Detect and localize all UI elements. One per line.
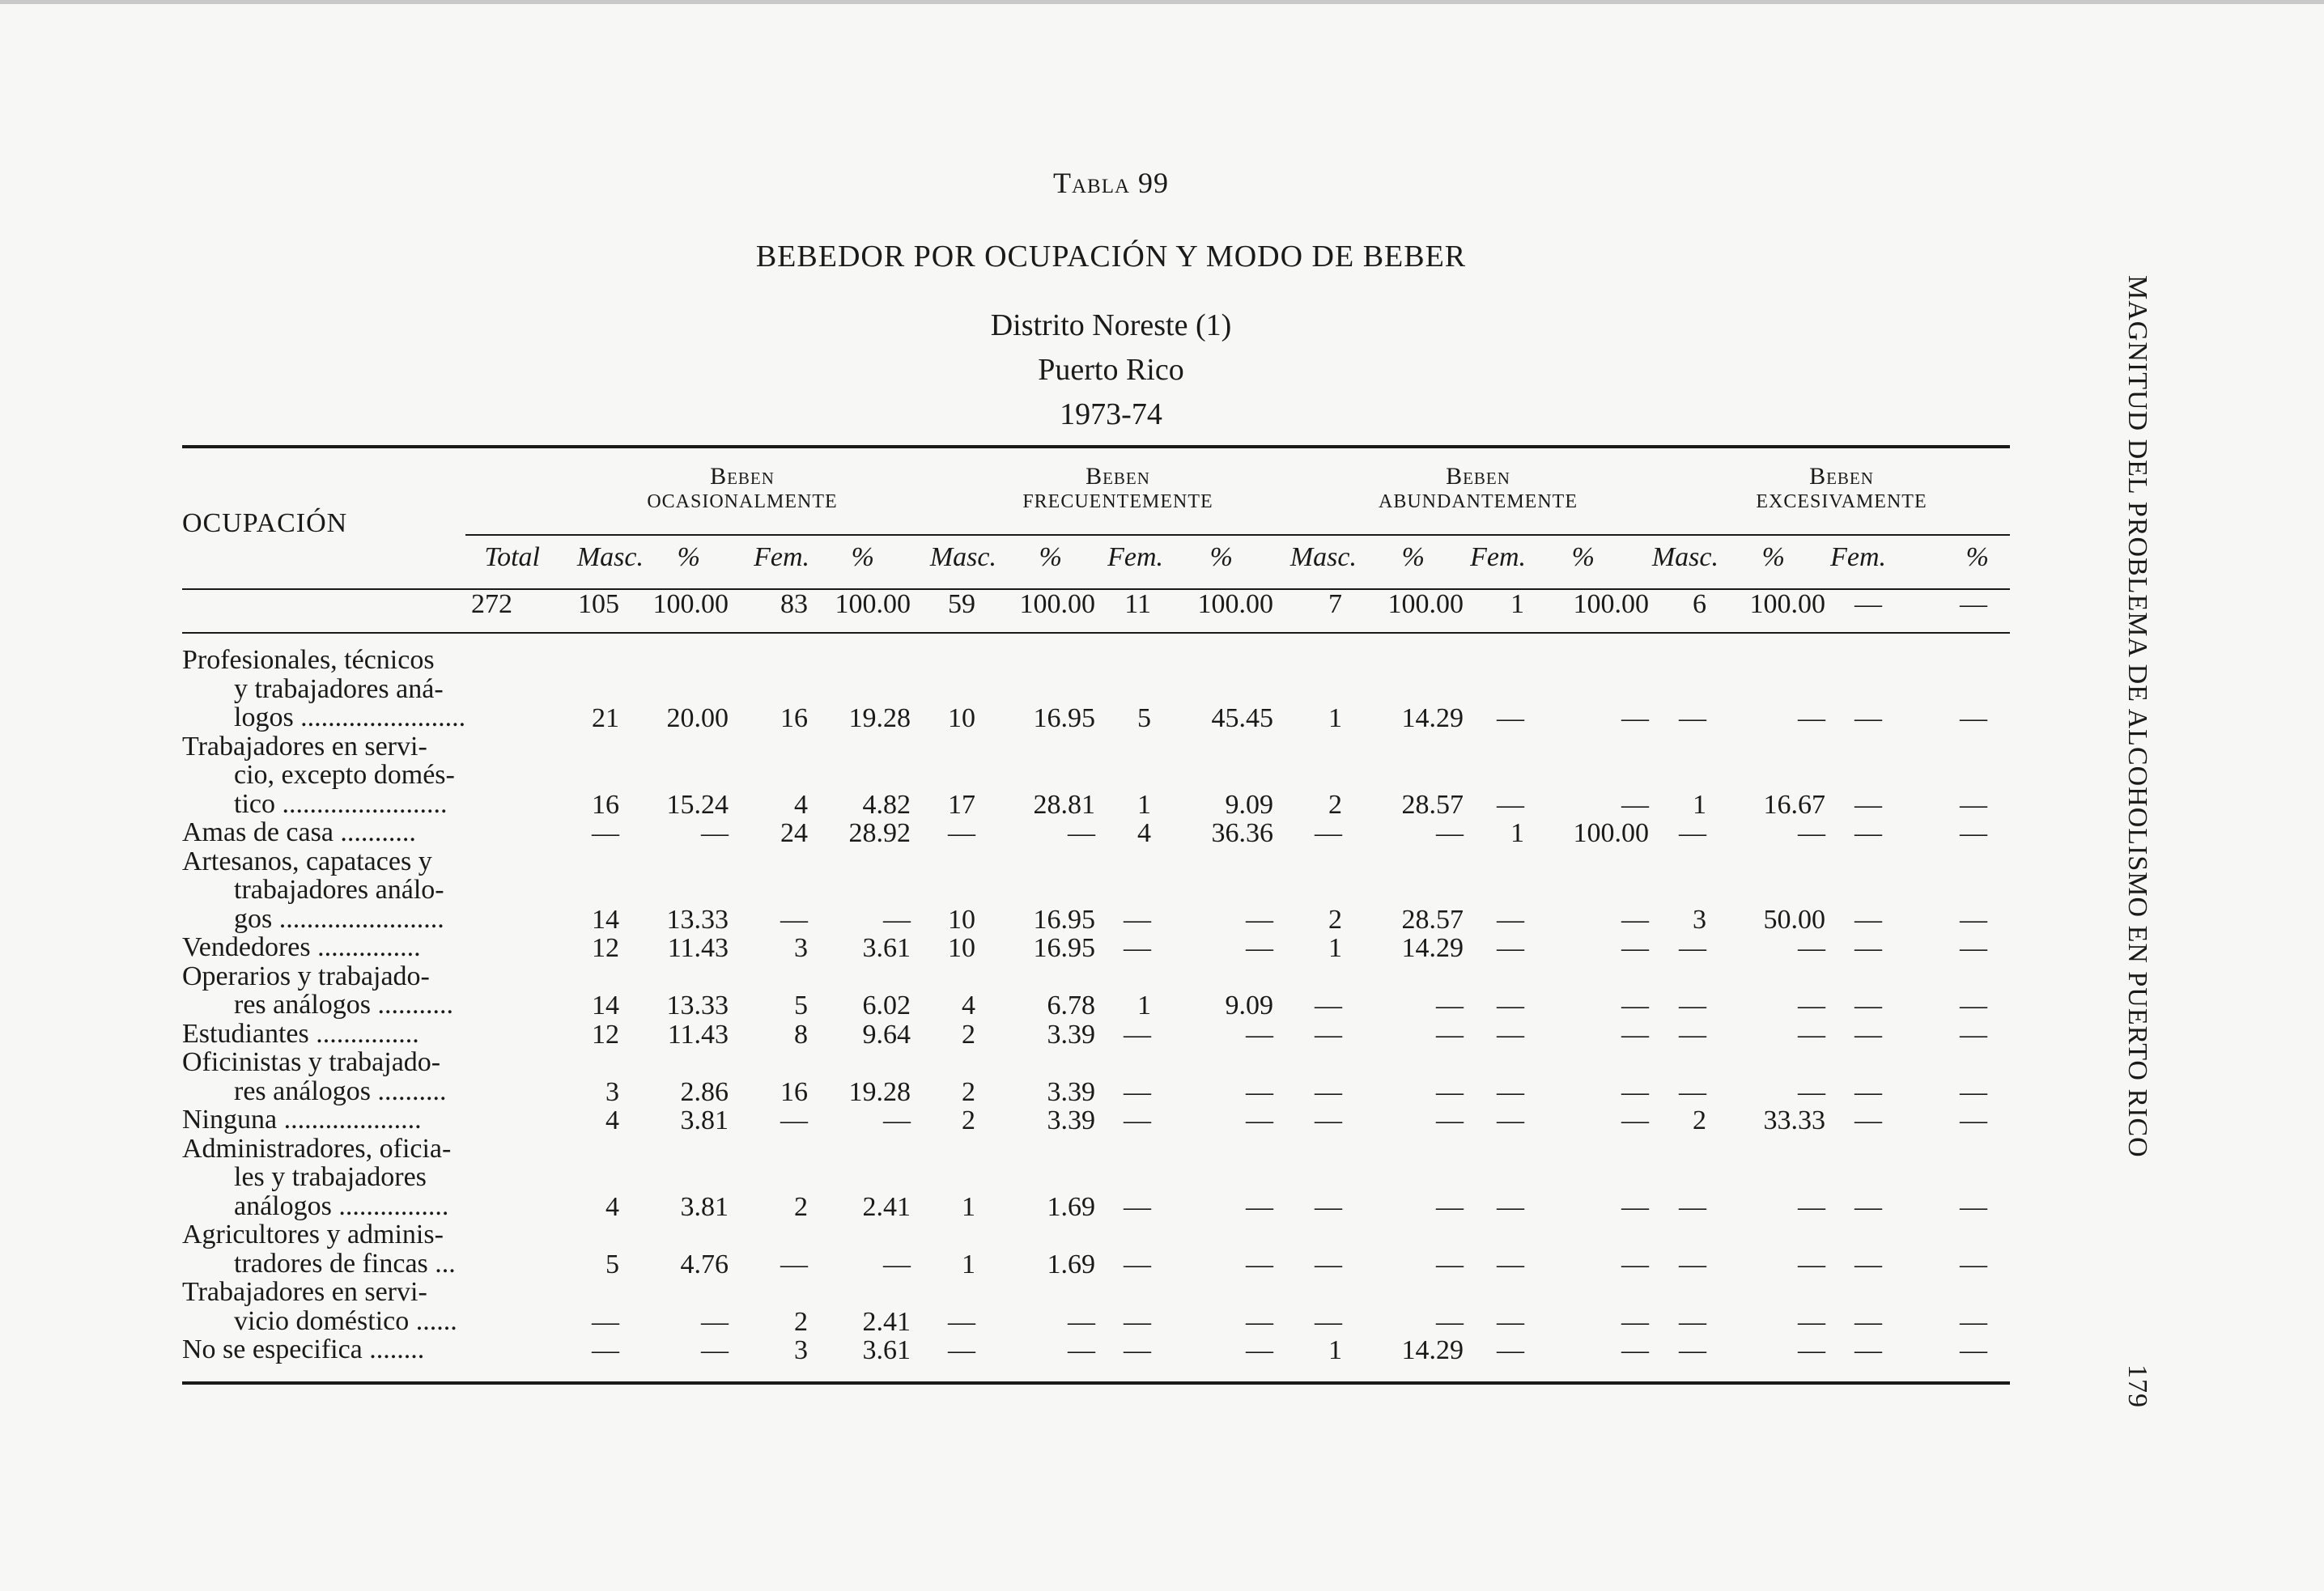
table-cell: — (1855, 1105, 1882, 1135)
table-cell: 1 (1328, 703, 1342, 733)
occupation-label-line: res análogos ........... (234, 990, 454, 1020)
table-cell: — (1124, 1105, 1151, 1135)
table-cell: — (1497, 789, 1524, 820)
table-cell: 3 (605, 1076, 619, 1107)
table-cell: 10 (948, 703, 975, 733)
column-header: Total (484, 542, 540, 572)
table-cell: — (1798, 818, 1825, 848)
table-cell: — (1855, 1019, 1882, 1050)
total-cell: — (1960, 589, 1987, 619)
table-cell: 3 (1693, 904, 1706, 935)
total-cell: 100.00 (1573, 589, 1649, 619)
table-cell: — (1246, 1335, 1273, 1365)
table-cell: — (1315, 1019, 1342, 1050)
table-cell: — (1855, 1335, 1882, 1365)
table-cell: — (1621, 1105, 1649, 1135)
table-cell: — (1497, 933, 1524, 963)
occupation-label-line: Operarios y trabajado- (182, 961, 430, 991)
group-header-subtitle: ABUNDANTEMENTE (1379, 490, 1578, 512)
total-cell: 100.00 (1387, 589, 1464, 619)
table-cell: 45.45 (1211, 703, 1273, 733)
column-header: Fem. (1470, 542, 1526, 572)
table-cell: — (701, 1306, 729, 1337)
table-cell: — (701, 1335, 729, 1365)
group-header-subtitle: FRECUENTEMENTE (1022, 490, 1213, 512)
table-cell: — (1497, 1306, 1524, 1337)
table-cell: — (1621, 1249, 1649, 1279)
table-cell: — (1855, 1191, 1882, 1222)
occupation-label-line: cio, excepto domés- (234, 760, 455, 790)
table-cell: 2 (962, 1076, 975, 1107)
table-cell: — (1855, 1249, 1882, 1279)
table-cell: — (1124, 1191, 1151, 1222)
table-cell: 2.41 (862, 1191, 911, 1222)
table-cell: — (1497, 1191, 1524, 1222)
table-cell: — (1497, 1335, 1524, 1365)
group-header-title: Beben (1086, 463, 1150, 490)
table-cell: — (1436, 1105, 1464, 1135)
occupation-label-line: Trabajadores en servi- (182, 731, 427, 762)
table-cell: — (1246, 1306, 1273, 1337)
total-cell: 100.00 (835, 589, 911, 619)
table-cell: — (1246, 1076, 1273, 1107)
table-bottom-rule (182, 1381, 2010, 1385)
table-cell: — (1124, 933, 1151, 963)
subheader-rule (465, 534, 2010, 536)
table-cell: — (1497, 703, 1524, 733)
table-cell: 33.33 (1763, 1105, 1825, 1135)
table-cell: — (1436, 1076, 1464, 1107)
running-header (2113, 275, 2161, 1408)
table-cell: — (780, 904, 808, 935)
table-cell: — (592, 1335, 619, 1365)
subtitle-year: 1973-74 (1060, 397, 1162, 431)
column-header: Fem. (1107, 542, 1163, 572)
table-cell: — (1855, 991, 1882, 1020)
table-cell: — (1798, 991, 1825, 1020)
table-cell: 4.76 (680, 1249, 729, 1279)
table-cell: 16.95 (1033, 703, 1095, 733)
table-cell: 16 (780, 703, 808, 733)
occupation-label-line: gos ........................ (234, 903, 444, 934)
group-header-title: Beben (710, 463, 775, 490)
table-cell: 20.00 (666, 703, 729, 733)
occupation-label-line: tico ........................ (234, 788, 448, 819)
group-header-subtitle: OCASIONALMENTE (647, 490, 838, 512)
table-cell: — (1855, 1076, 1882, 1107)
table-cell: — (1246, 933, 1273, 963)
table-cell: 3.39 (1047, 1105, 1095, 1135)
table-cell: — (883, 1105, 911, 1135)
table-cell: 6.78 (1047, 991, 1095, 1020)
table-cell: — (1436, 1306, 1464, 1337)
table-cell: 11.43 (667, 933, 729, 963)
table-cell: — (1315, 818, 1342, 848)
table-cell: 4 (1137, 818, 1151, 848)
column-header: % (1965, 542, 1989, 572)
table-cell: — (1497, 904, 1524, 935)
table-cell: 9.09 (1225, 789, 1273, 820)
table-cell: 3.61 (862, 1335, 911, 1365)
table-cell: — (1679, 818, 1706, 848)
subtitle-district: Distrito Noreste (1) (990, 308, 1232, 342)
table-cell: 3 (794, 933, 808, 963)
table-cell: 19.28 (848, 703, 911, 733)
table-cell: — (1315, 1306, 1342, 1337)
table-cell: — (1798, 933, 1825, 963)
table-cell: — (948, 1335, 975, 1365)
table-cell: 13.33 (666, 904, 729, 935)
column-header: Masc. (1289, 542, 1357, 572)
table-cell: — (1436, 991, 1464, 1020)
occupation-label-line: Profesionales, técnicos (182, 645, 435, 675)
column-header: % (851, 542, 874, 572)
column-header: Masc. (929, 542, 996, 572)
table-cell: — (1497, 1249, 1524, 1279)
table-cell: — (1960, 1191, 1987, 1222)
group-header (916, 463, 1320, 513)
table-cell: — (1124, 1335, 1151, 1365)
table-cell: 100.00 (1573, 818, 1649, 848)
column-header: % (1039, 542, 1062, 572)
total-cell: 83 (780, 589, 808, 619)
totals-bottom-rule (182, 632, 2010, 634)
table-cell: — (1621, 1306, 1649, 1337)
table-cell: — (1315, 991, 1342, 1020)
table-cell: 36.36 (1211, 818, 1273, 848)
table-cell: — (1621, 1076, 1649, 1107)
column-header: Masc. (1651, 542, 1719, 572)
table-cell: 16 (780, 1076, 808, 1107)
table-cell: — (1621, 904, 1649, 935)
table-cell: 3 (794, 1335, 808, 1365)
table-cell: — (1621, 933, 1649, 963)
table-cell: — (1246, 1019, 1273, 1050)
table-cell: 19.28 (848, 1076, 911, 1107)
table-cell: 4 (962, 991, 975, 1020)
table-cell: — (1679, 1249, 1706, 1279)
group-header-title: Beben (1809, 463, 1874, 490)
table-cell: 2 (962, 1019, 975, 1050)
table-cell: 16.95 (1033, 933, 1095, 963)
table-cell: 1 (962, 1249, 975, 1279)
table-cell: 16.95 (1033, 904, 1095, 935)
table-cell: — (1798, 1306, 1825, 1337)
table-cell: — (1124, 1076, 1151, 1107)
table-cell: — (1798, 1191, 1825, 1222)
table-cell: — (1960, 1306, 1987, 1337)
table-cell: 2 (794, 1306, 808, 1337)
table-cell: — (1124, 1306, 1151, 1337)
table-cell: — (1960, 1105, 1987, 1135)
table-cell: 2.86 (680, 1076, 729, 1107)
table-cell: — (1068, 818, 1095, 848)
table-cell: 17 (948, 789, 975, 820)
table-top-rule (182, 445, 2010, 448)
table-cell: 11.43 (667, 1019, 729, 1050)
occupation-label-line: Administradores, oficia- (182, 1133, 452, 1164)
occupation-label-line: Artesanos, capataces y (182, 846, 432, 876)
occupation-label-line: Trabajadores en servi- (182, 1277, 427, 1307)
table-cell: — (1497, 1076, 1524, 1107)
table-cell: — (1246, 1105, 1273, 1135)
total-cell: 59 (948, 589, 975, 619)
occupation-label-line: y trabajadores aná- (234, 673, 444, 704)
occupation-label-line: res análogos .......... (234, 1076, 447, 1106)
table-cell: — (1960, 789, 1987, 820)
table-cell: 14 (592, 991, 619, 1020)
occupation-label-line: análogos ................ (234, 1190, 449, 1221)
group-header-subtitle: EXCESIVAMENTE (1756, 490, 1927, 512)
top-edge (0, 0, 2324, 4)
table-cell: — (1798, 1335, 1825, 1365)
table-cell: 14.29 (1401, 703, 1464, 733)
table-cell: — (1798, 1076, 1825, 1107)
occupation-label-line: No se especifica ........ (182, 1334, 425, 1364)
table-cell: 28.81 (1033, 789, 1095, 820)
table-cell: — (1436, 1191, 1464, 1222)
table-cell: 4 (605, 1191, 619, 1222)
table-cell: 6.02 (862, 991, 911, 1020)
table-cell: 10 (948, 933, 975, 963)
table-cell: 50.00 (1763, 904, 1825, 935)
table-cell: — (1246, 904, 1273, 935)
table-title: BEBEDOR POR OCUPACIÓN Y MODO DE BEBER (755, 240, 1467, 274)
table-cell: 1 (1328, 933, 1342, 963)
column-header: % (1209, 542, 1233, 572)
subtitle-country: Puerto Rico (1038, 353, 1184, 387)
total-cell: 7 (1328, 589, 1342, 619)
table-cell: 12 (592, 933, 619, 963)
table-cell: 2 (1328, 904, 1342, 935)
table-cell: — (1679, 1306, 1706, 1337)
table-cell: 4.82 (862, 789, 911, 820)
table-cell: 9.64 (862, 1019, 911, 1050)
table-cell: — (1621, 1335, 1649, 1365)
table-cell: 8 (794, 1019, 808, 1050)
table-cell: — (1315, 1191, 1342, 1222)
table-cell: — (1960, 904, 1987, 935)
table-cell: 1.69 (1047, 1191, 1095, 1222)
table-cell: 2 (794, 1191, 808, 1222)
table-cell: — (1246, 1191, 1273, 1222)
table-cell: — (1068, 1335, 1095, 1365)
table-cell: 5 (1137, 703, 1151, 733)
table-cell: — (1960, 991, 1987, 1020)
table-cell: 2.41 (862, 1306, 911, 1337)
table-cell: — (1855, 1306, 1882, 1337)
table-cell: — (883, 904, 911, 935)
table-cell: — (1621, 789, 1649, 820)
table-cell: 3.61 (862, 933, 911, 963)
table-cell: — (1124, 1019, 1151, 1050)
table-cell: — (1960, 1335, 1987, 1365)
table-cell: — (1960, 1249, 1987, 1279)
total-cell: 100.00 (1749, 589, 1825, 619)
table-cell: — (1960, 703, 1987, 733)
table-cell: 16.67 (1763, 789, 1825, 820)
occupation-header: OCUPACIÓN (182, 508, 348, 538)
page-number: 179 (2122, 1364, 2152, 1408)
table-cell: — (1960, 818, 1987, 848)
table-cell: — (1436, 1019, 1464, 1050)
table-cell: — (1315, 1076, 1342, 1107)
occupation-label-line: Ninguna .................... (182, 1105, 422, 1135)
table-cell: — (1855, 818, 1882, 848)
occupation-label-line: vicio doméstico ...... (234, 1305, 457, 1336)
table-cell: — (780, 1249, 808, 1279)
table-cell: — (1855, 789, 1882, 820)
table-cell: — (1679, 1076, 1706, 1107)
table-cell: — (1798, 1019, 1825, 1050)
table-cell: 21 (592, 703, 619, 733)
table-cell: 1 (1693, 789, 1706, 820)
total-cell: 105 (578, 589, 619, 619)
occupation-label-line: trabajadores análo- (234, 875, 444, 905)
table-cell: — (1621, 991, 1649, 1020)
table-cell: 4 (794, 789, 808, 820)
column-header: % (1401, 542, 1425, 572)
table-cell: 15.24 (666, 789, 729, 820)
table-cell: — (1855, 933, 1882, 963)
table-cell: — (1068, 1306, 1095, 1337)
table-cell: — (948, 1306, 975, 1337)
table-cell: — (1246, 1249, 1273, 1279)
total-cell: 6 (1693, 589, 1706, 619)
table-cell: — (592, 1306, 619, 1337)
table-cell: 28.92 (848, 818, 911, 848)
table-cell: — (1497, 1105, 1524, 1135)
table-cell: — (1798, 703, 1825, 733)
table-cell: 3.39 (1047, 1076, 1095, 1107)
table-cell: 12 (592, 1019, 619, 1050)
table-cell: — (1679, 933, 1706, 963)
total-cell: 100.00 (1019, 589, 1095, 619)
table-cell: 4 (605, 1105, 619, 1135)
table-cell: — (780, 1105, 808, 1135)
table-cell: — (1124, 1249, 1151, 1279)
total-cell: 1 (1510, 589, 1524, 619)
table-cell: — (1960, 1019, 1987, 1050)
column-header: Masc. (576, 542, 644, 572)
table-number: Tabla 99 (1052, 167, 1170, 199)
table-cell: 2 (1693, 1105, 1706, 1135)
table-cell: 24 (780, 818, 808, 848)
table-cell: — (1855, 904, 1882, 935)
table-cell: 2 (1328, 789, 1342, 820)
table-cell: 3.81 (680, 1105, 729, 1135)
column-header: % (1761, 542, 1785, 572)
group-header (1276, 463, 1680, 513)
table-cell: 14 (592, 904, 619, 935)
table-cell: — (1679, 991, 1706, 1020)
occupation-label-line: logos ........................ (234, 702, 466, 732)
running-header-title: MAGNITUD DEL PROBLEMA DE ALCOHOLISMO EN PUERTO RICO (2122, 275, 2152, 1158)
table-cell: 13.33 (666, 991, 729, 1020)
table-cell: 28.57 (1401, 904, 1464, 935)
column-header: Fem. (1830, 542, 1886, 572)
table-cell: 14.29 (1401, 933, 1464, 963)
occupation-label-line: Vendedores ............... (182, 932, 421, 962)
table-cell: — (1315, 1249, 1342, 1279)
table-cell: 28.57 (1401, 789, 1464, 820)
table-cell: 9.09 (1225, 991, 1273, 1020)
table-cell: — (1960, 1076, 1987, 1107)
table-cell: 14.29 (1401, 1335, 1464, 1365)
table-cell: 3.81 (680, 1191, 729, 1222)
table-cell: 16 (592, 789, 619, 820)
table-cell: — (1855, 703, 1882, 733)
total-cell: 100.00 (1197, 589, 1273, 619)
occupation-label-line: les y trabajadores (234, 1162, 427, 1192)
table-cell: — (1315, 1105, 1342, 1135)
table-cell: 1 (1137, 991, 1151, 1020)
column-header: % (677, 542, 700, 572)
occupation-label-line: Estudiantes ............... (182, 1018, 419, 1049)
table-cell: 1 (962, 1191, 975, 1222)
table-cell: 5 (794, 991, 808, 1020)
total-cell: 272 (471, 589, 512, 619)
table-cell: 2 (962, 1105, 975, 1135)
table-cell: — (948, 818, 975, 848)
group-header (1639, 463, 2044, 513)
table-cell: — (1960, 933, 1987, 963)
table-cell: 1 (1510, 818, 1524, 848)
occupation-label-line: tradores de fincas ... (234, 1248, 456, 1279)
table-cell: — (1798, 1249, 1825, 1279)
total-cell: 100.00 (652, 589, 729, 619)
table-cell: — (1124, 904, 1151, 935)
column-header: % (1571, 542, 1595, 572)
table-cell: 1 (1137, 789, 1151, 820)
total-cell: 11 (1124, 589, 1151, 619)
table-cell: — (1497, 991, 1524, 1020)
table-cell: — (701, 818, 729, 848)
table-cell: 1 (1328, 1335, 1342, 1365)
table-cell: 3.39 (1047, 1019, 1095, 1050)
table-cell: — (1436, 818, 1464, 848)
total-cell: — (1855, 589, 1882, 619)
table-cell: — (1497, 1019, 1524, 1050)
table-cell: — (1621, 1191, 1649, 1222)
table-cell: — (883, 1249, 911, 1279)
occupation-label-line: Agricultores y adminis- (182, 1220, 444, 1249)
occupation-label-line: Oficinistas y trabajado- (182, 1047, 441, 1077)
table-cell: — (1436, 1249, 1464, 1279)
table-cell: — (1679, 1019, 1706, 1050)
table-cell: — (592, 818, 619, 848)
table-cell: 1.69 (1047, 1249, 1095, 1279)
column-header: Fem. (754, 542, 809, 572)
occupation-label-line: Amas de casa ........... (182, 817, 416, 847)
table-cell: — (1679, 1335, 1706, 1365)
table-cell: — (1679, 1191, 1706, 1222)
table-cell: 5 (605, 1249, 619, 1279)
group-header-title: Beben (1446, 463, 1510, 490)
table-cell: — (1621, 703, 1649, 733)
table-cell: 10 (948, 904, 975, 935)
group-header (540, 463, 945, 513)
table-cell: — (1621, 1019, 1649, 1050)
table-cell: — (1679, 703, 1706, 733)
